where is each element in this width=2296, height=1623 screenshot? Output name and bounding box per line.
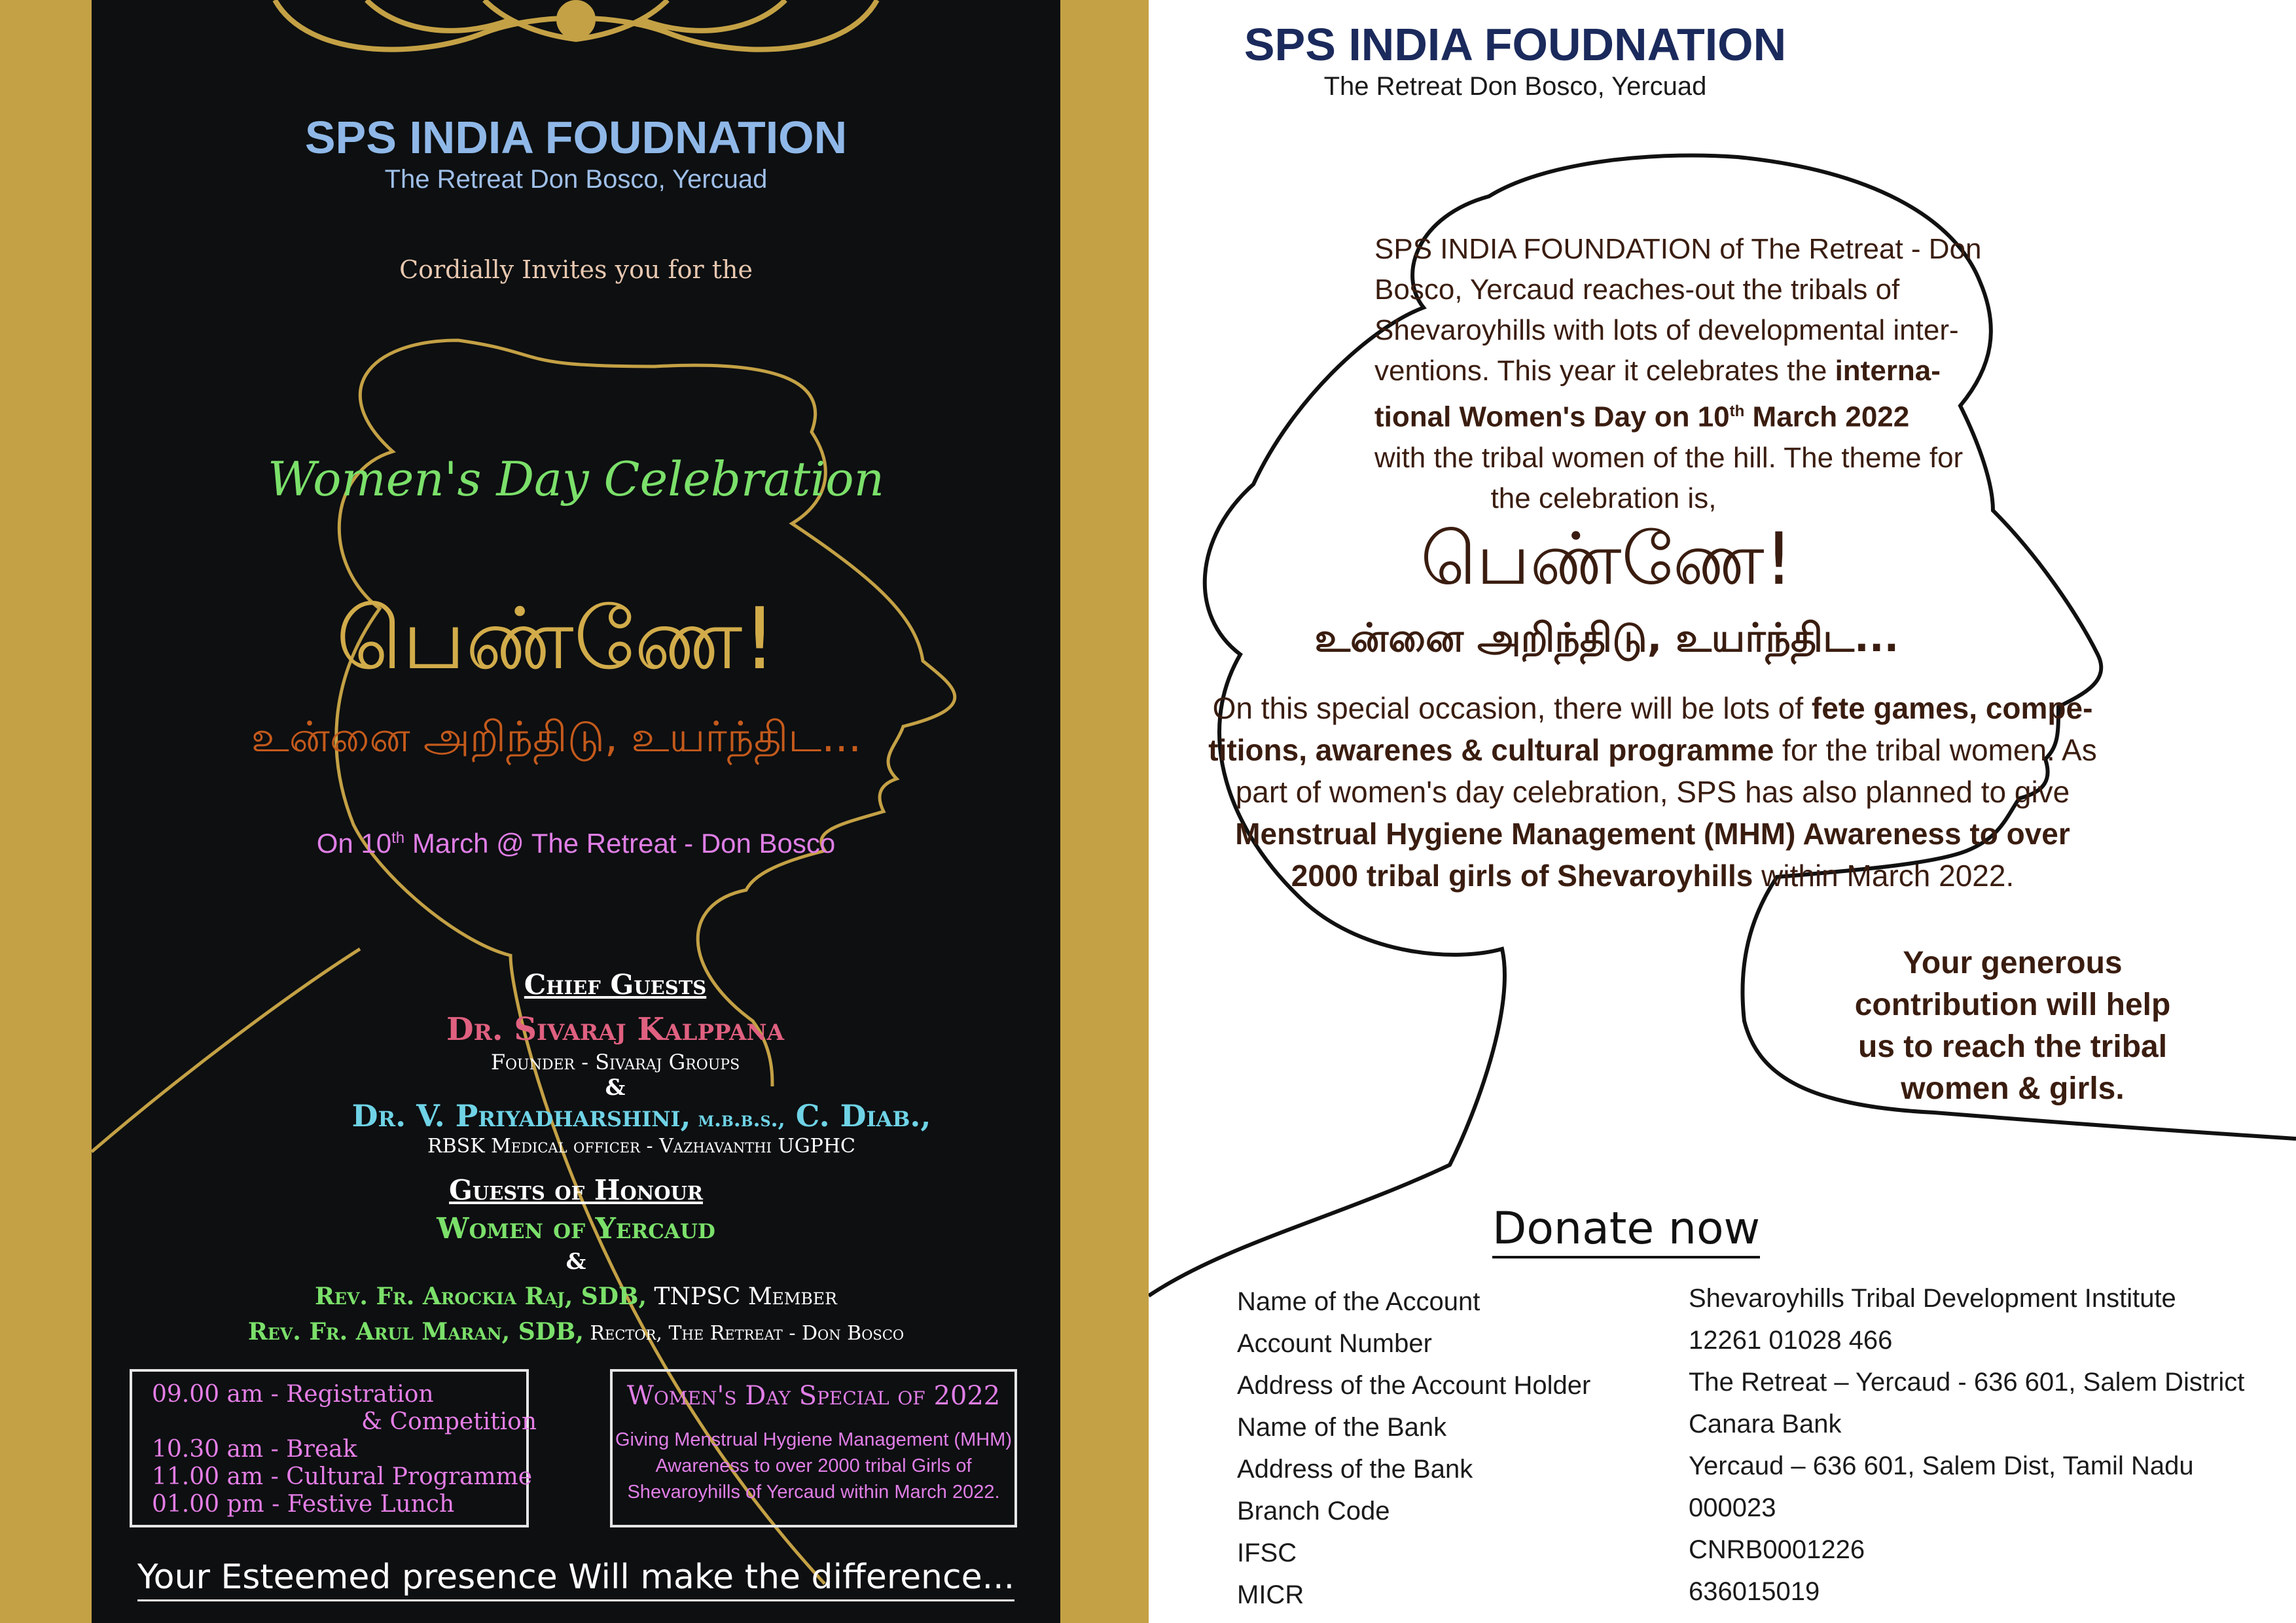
ornament-icon [275,0,877,50]
guest1-name: Dr. Sivaraj Kalppana [446,1011,784,1048]
event-title: Women's Day Celebration [267,452,884,507]
bank-label: Name of the Bank [1237,1413,1447,1442]
footer-line: Your Esteemed presence Will make the difference... [92,1558,1060,1597]
honour2: Rev. Fr. Arockia Raj, SDB, TNPSC Member [315,1283,837,1310]
bank-label: Address of the Bank [1237,1455,1473,1484]
ampersand: & [565,1249,586,1275]
guest1-role: Founder - Sivaraj Groups [490,1050,740,1075]
special-heading: Women's Day Special of 2022 [626,1381,1001,1411]
bank-value: Shevaroyhills Tribal Development Institute [1689,1284,2176,1313]
org-name: SPS INDIA FOUDNATION [304,112,848,163]
bank-value: CNRB0001226 [1689,1535,1865,1564]
schedule-row: 09.00 am - Registration [152,1381,434,1408]
chief-guests-heading: Chief Guests [524,969,707,1001]
tamil-title: பெண்ணே! [336,589,777,688]
bank-label: Account Number [1237,1329,1432,1358]
bank-label: Branch Code [1237,1497,1390,1525]
invite-line: Cordially Invites you for the [399,255,753,284]
tamil-title: பெண்ணே! [1420,517,1793,601]
schedule-row: & Competition [361,1408,537,1435]
appeal-text: Your generous contribution will help us to reach the tribal women & girls. [1854,946,2171,1106]
org-subtitle: The Retreat Don Bosco, Yercuad [1323,72,1707,101]
bank-value: 636015019 [1689,1577,1820,1606]
event-date: On 10th March @ The Retreat - Don Bosco [316,828,836,859]
intro-paragraph: SPS INDIA FOUNDATION of The Retreat - Don Bosco, Yercaud reaches-out the tribals of Shevaroyhills with lots of developmental inter- ventions. This year it celebrates the interna- tional Women's Day on 10th March 2022 with the tribal women of the hill. The theme for the celebration is, [1374,233,1982,514]
schedule-row: 01.00 pm - Festive Lunch [152,1491,455,1518]
details-paragraph: On this special occasion, there will be lots of fete games, compe- titions, awarenes & cultural programme for the tribal women. As part of women's day celebration, SPS has also planned to give Menstrual Hygiene Management (MHM) Awareness to over 2000 tribal girls of Shevaroyhills within March 2022. [1208,691,2097,893]
bank-label: Address of the Account Holder [1237,1371,1591,1400]
special-box [610,1369,1017,1527]
honour-heading: Guests of Honour [449,1174,703,1206]
schedule-row: 11.00 am - Cultural Programme [152,1463,533,1490]
invitation-card [92,0,1060,1623]
org-subtitle: The Retreat Don Bosco, Yercuad [384,165,768,194]
ampersand: & [605,1075,626,1101]
tamil-subtitle: உன்னை அறிந்திடு, உயர்ந்திட... [1314,615,1899,661]
bank-label: IFSC [1237,1539,1297,1567]
guest2-role: RBSK Medical officer - Vazhavanthi UGPHC [427,1135,855,1158]
schedule-box [130,1369,537,1527]
honour1: Women of Yercaud [437,1212,715,1245]
bank-label: MICR [1237,1580,1304,1609]
guest2-name: Dr. V. Priyadharshini, m.b.b.s., C. Diab., [351,1098,931,1133]
bank-value: The Retreat – Yercaud - 636 601, Salem District [1689,1368,2245,1397]
bank-label: Name of the Account [1237,1287,1480,1316]
bank-value: 000023 [1689,1493,1776,1522]
honour3: Rev. Fr. Arul Maran, SDB, Rector, The Retreat - Don Bosco [247,1318,905,1346]
bank-value: 12261 01028 466 [1689,1326,1893,1355]
special-text: Shevaroyhills of Yercaud within March 2022. [627,1482,1000,1503]
schedule-row: 10.30 am - Break [152,1436,357,1463]
tamil-subtitle: உன்னை அறிந்திடு, உயர்ந்திட... [251,713,862,762]
bank-value: Yercaud – 636 601, Salem Dist, Tamil Nadu [1689,1452,2194,1480]
org-name: SPS INDIA FOUDNATION [1244,19,1787,70]
bank-value: Canara Bank [1689,1410,1842,1438]
donate-heading: Donate now [1492,1203,1760,1258]
special-text: Awareness to over 2000 tribal Girls of [655,1455,972,1476]
special-text: Giving Menstrual Hygiene Management (MHM) [615,1429,1012,1450]
